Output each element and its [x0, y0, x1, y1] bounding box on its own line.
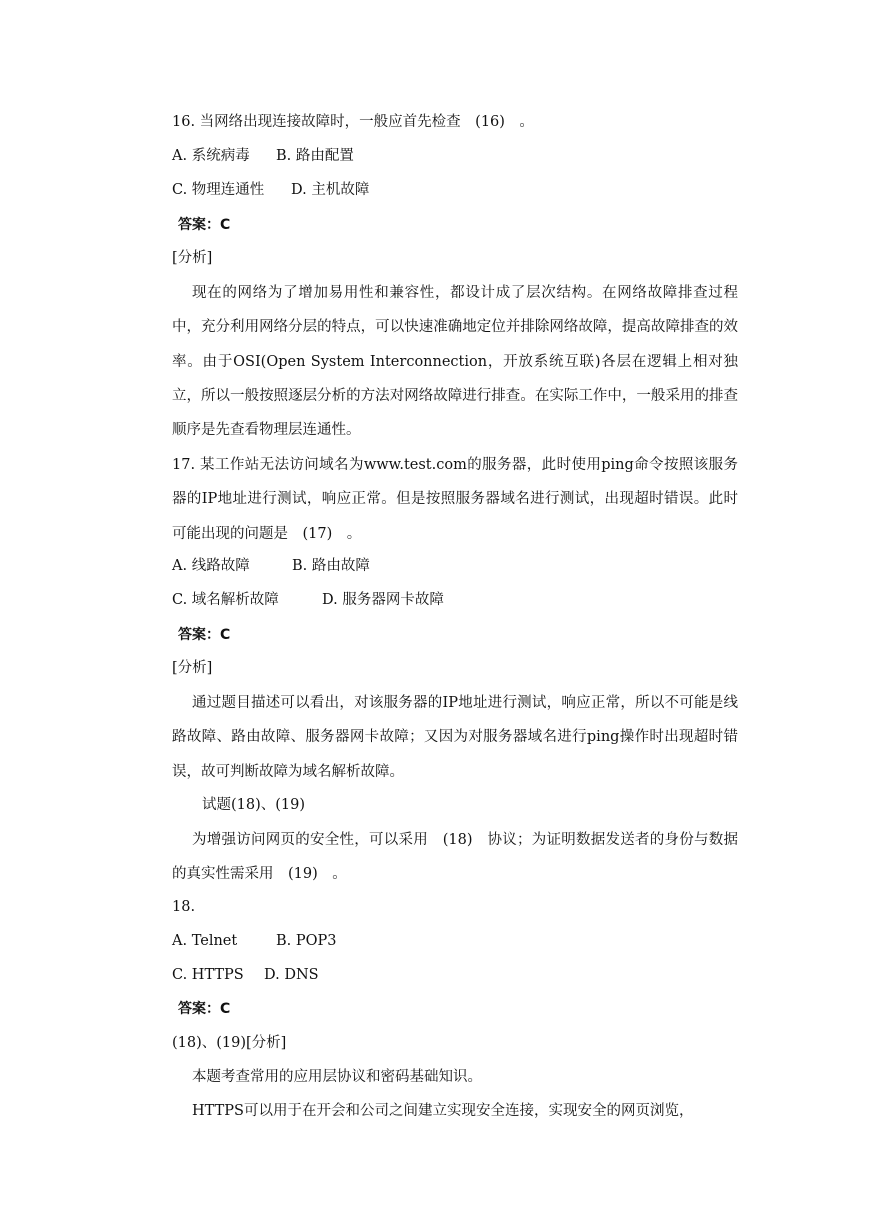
q18-options-row-2: [172, 965, 319, 985]
q18-option-d: D. DNS: [264, 967, 319, 983]
q17-option-a: A. 线路故障: [172, 558, 250, 574]
q18-19-heading: 试题(18)、(19): [202, 797, 306, 813]
q17-option-d: D. 服务器网卡故障: [322, 592, 444, 608]
q16-analysis: 现在的网络为了增加易用性和兼容性，都设计成了层次结构。在网络故障排查过程中，充分利用网络分层的特点，可以快速准确地定位并排除网络故障，提高故障排查的效率。由于OSI(Open System Interconnection，开放系统互联)各层在逻辑上相对独立，所以一般按照逐层分析的方法对网络故障进行排查。在实际工作中，一般采用的排查顺序是先查看物理层连通性。: [172, 285, 738, 439]
q18-19-analysis-1: 本题考查常用的应用层协议和密码基础知识。: [192, 1069, 482, 1085]
q18-19-stem: 为增强访问网页的安全性，可以采用 (18) 协议；为证明数据发送者的身份与数据的真实性需采用 (19) 。: [172, 832, 738, 883]
q16-answer: 答案：C: [178, 217, 231, 233]
q17-options-row-1: [172, 556, 370, 576]
q18-option-c: C. HTTPS: [172, 967, 244, 983]
question-17: 17. 某工作站无法访问域名为www.test.com的服务器，此时使用ping命令按照该服务器的IP地址进行测试，响应正常。但是按照服务器域名进行测试，出现超时错误。此时可能出现的问题是 (17) 。: [172, 457, 738, 542]
q18-label: 18.: [172, 899, 196, 915]
q17-analysis: 通过题目描述可以看出，对该服务器的IP地址进行测试，响应正常，所以不可能是线路故障、路由故障、服务器网卡故障；又因为对服务器域名进行ping操作时出现超时错误，故可判断故障为域名解析故障。: [172, 695, 738, 780]
q18-19-analysis-label: (18)、(19)[分析]: [172, 1035, 287, 1051]
q16-analysis-label: [分析]: [172, 250, 213, 266]
q16-option-a: A. 系统病毒: [172, 148, 250, 164]
q18-options-row-1: [172, 931, 337, 951]
q17-options-row-2: [172, 590, 444, 610]
q18-answer: 答案：C: [178, 1001, 231, 1017]
q17-option-b: B. 路由故障: [292, 558, 370, 574]
q17-answer: 答案：C: [178, 627, 231, 643]
q16-options-row-1: [172, 146, 354, 166]
q16-option-c: C. 物理连通性: [172, 182, 265, 198]
q18-option-b: B. POP3: [276, 933, 337, 949]
q16-option-b: B. 路由配置: [276, 148, 354, 164]
q17-analysis-label: [分析]: [172, 660, 213, 676]
q18-option-a: A. Telnet: [172, 933, 238, 949]
q16-options-row-2: [172, 180, 369, 200]
q17-option-c: C. 域名解析故障: [172, 592, 279, 608]
q16-option-d: D. 主机故障: [291, 182, 370, 198]
q18-19-analysis-2: HTTPS可以用于在开会和公司之间建立实现安全连接，实现安全的网页浏览，: [192, 1103, 694, 1119]
question-16: 16. 当网络出现连接故障时，一般应首先检查 (16) 。: [172, 114, 534, 130]
